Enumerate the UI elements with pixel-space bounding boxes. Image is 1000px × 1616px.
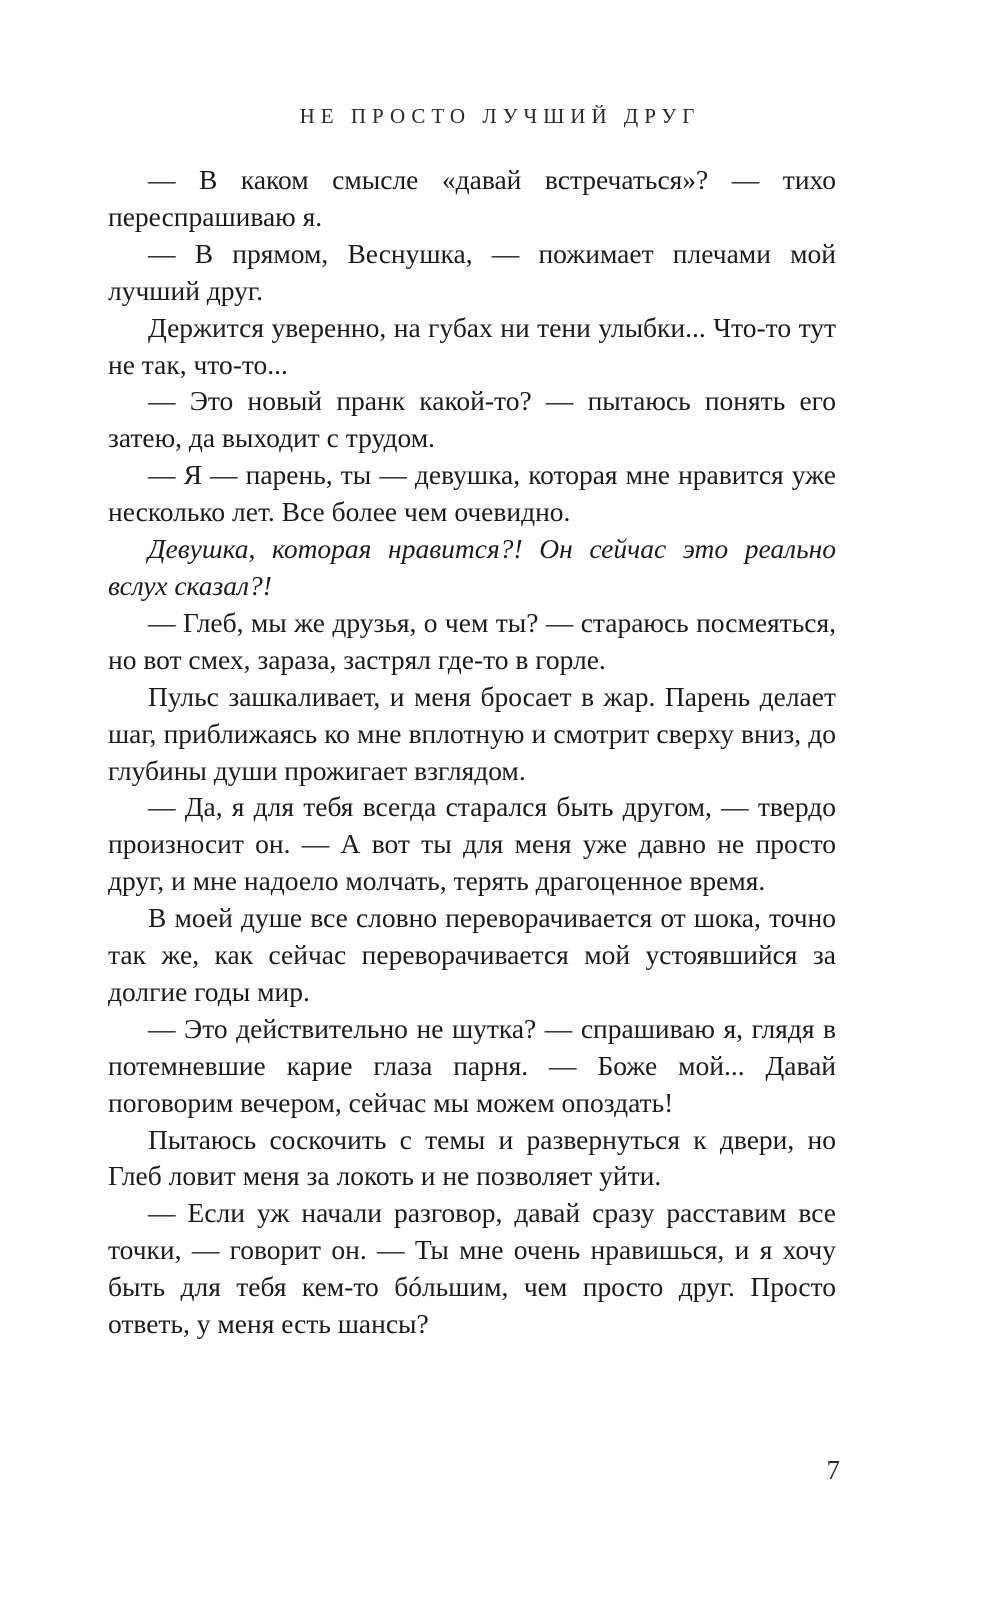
paragraph: Держится уверенно, на губах ни тени улыбки... Что-то тут не так, что-то... xyxy=(108,311,836,380)
paragraph: — Если уж начали разговор, давай сразу расставим все точки, — говорит он. — Ты мне очень нравишься, и я хочу быть для тебя кем-то бóльшим, чем просто друг. Просто ответь, у меня есть шансы? xyxy=(108,1197,836,1340)
paragraph: Девушка, которая нравится?! Он сейчас это реально вслух сказал?! xyxy=(108,533,836,601)
page-number: 7 xyxy=(826,1455,840,1485)
paragraph: Пытаюсь соскочить с темы и развернуться к двери, но Глеб ловит меня за локоть и не позволяет уйти. xyxy=(108,1123,836,1192)
paragraph: — Это действительно не шутка? — спрашиваю я, глядя в потемневшие карие глаза парня. — Боже мой... Давай поговорим вечером, сейчас мы можем опоздать! xyxy=(108,1012,836,1118)
paragraph: В моей душе все словно переворачивается от шока, точно так же, как сейчас переворачивается мой устоявшийся за долгие годы мир. xyxy=(108,902,836,1007)
running-head: НЕ ПРОСТО ЛУЧШИЙ ДРУГ xyxy=(299,104,701,128)
paragraph: — Я — парень, ты — девушка, которая мне нравится уже несколько лет. Все более чем очевидно. xyxy=(108,459,836,528)
paragraph: — Это новый пранк какой-то? — пытаюсь понять его затею, да выходит с трудом. xyxy=(108,385,836,454)
paragraph: Пульс зашкаливает, и меня бросает в жар. Парень делает шаг, приближаясь ко мне вплотную и смотрит сверху вниз, до глубины души прожигает взглядом. xyxy=(108,680,836,786)
paragraph: — Да, я для тебя всегда старался быть другом, — твердо произносит он. — А вот ты для меня уже давно не просто друг, и мне надоело молчать, терять драгоценное время. xyxy=(108,791,836,897)
paragraph: — В прямом, Веснушка, — пожимает плечами мой лучший друг. xyxy=(108,237,836,306)
paragraph: — Глеб, мы же друзья, о чем ты? — стараюсь посмеяться, но вот смех, зараза, застрял где-то в горле. xyxy=(108,606,836,675)
paragraph: — В каком смысле «давай встречаться»? — тихо переспрашиваю я. xyxy=(108,164,836,232)
body-text xyxy=(108,162,836,1343)
